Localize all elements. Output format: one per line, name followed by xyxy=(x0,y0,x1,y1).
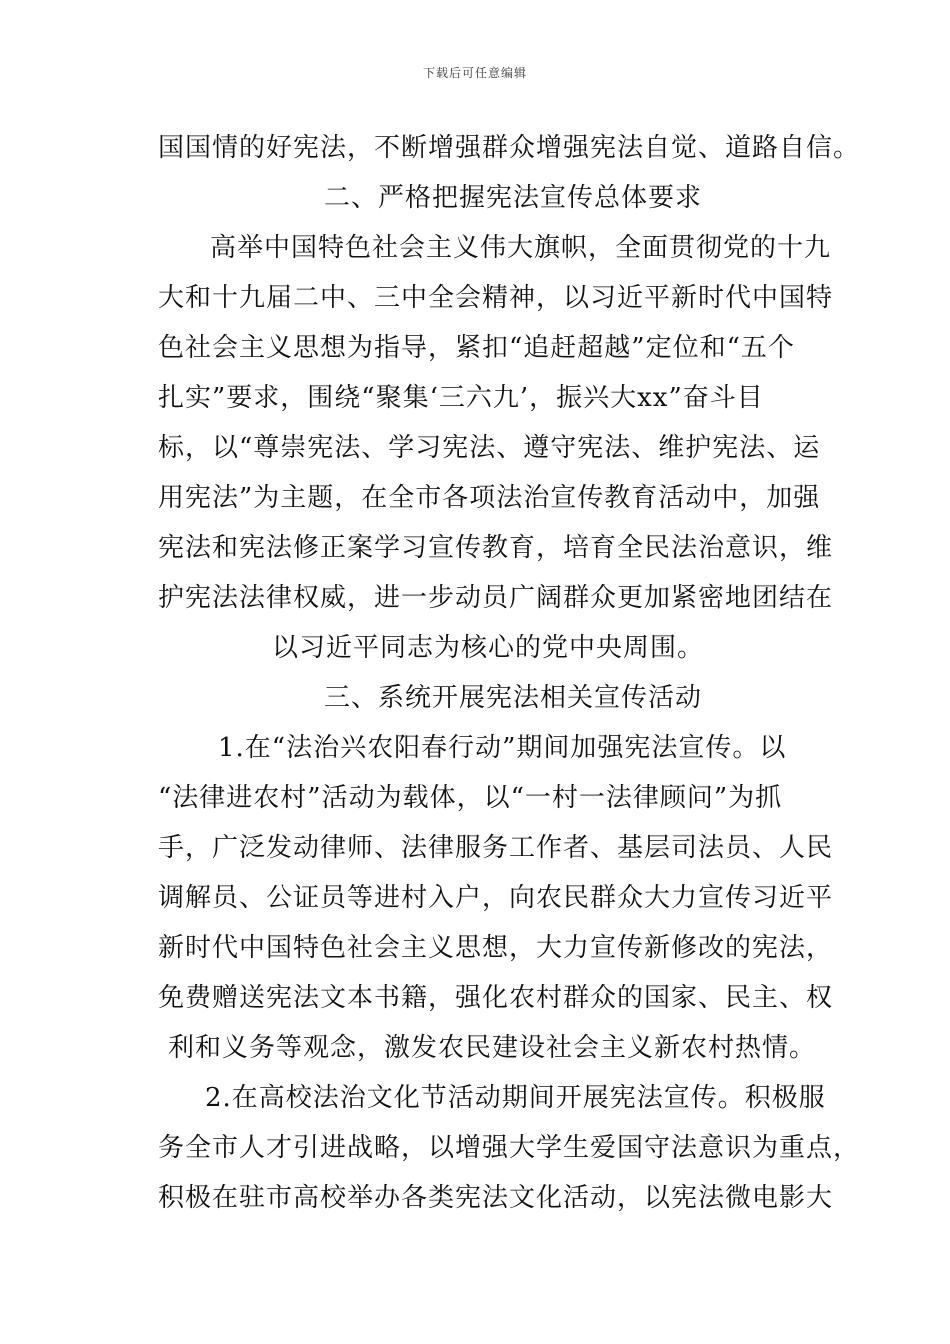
body-line: 积极在驻市高校举办各类宪法文化活动，以宪法微电影大 xyxy=(158,1183,834,1213)
body-line: 用宪法”为主题，在全市各项法治宣传教育活动中，加强 xyxy=(158,483,821,513)
body-line: 以习近平同志为核心的党中央周围。 xyxy=(272,633,705,663)
body-line: 务全市人才引进战略，以增强大学生爱国守法意识为重点， xyxy=(158,1133,861,1163)
body-line: 护宪法法律权威，进一步动员广阔群众更加紧密地团结在 xyxy=(158,583,834,613)
body-line: 新时代中国特色社会主义思想，大力宣传新修改的宪法， xyxy=(158,933,834,963)
body-line: 1.在“法治兴农阳春行动”期间加强宪法宣传。以 xyxy=(218,733,787,763)
body-line: 手，广泛发动律师、法律服务工作者、基层司法员、人民 xyxy=(158,833,834,863)
body-line: “法律进农村”活动为载体，以“一村一法律顾问”为抓 xyxy=(158,783,783,813)
body-line: 标，以“尊崇宪法、学习宪法、遵守宪法、维护宪法、运 xyxy=(158,433,821,463)
body-line: 宪法和宪法修正案学习宣传教育，培育全民法治意识，维 xyxy=(158,533,834,563)
body-line: 免费赠送宪法文本书籍，强化农村群众的国家、民主、权 xyxy=(158,983,834,1013)
section-heading-2: 二、严格把握宪法宣传总体要求 xyxy=(324,183,703,213)
body-line: 国国情的好宪法，不断增强群众增强宪法自觉、道路自信。 xyxy=(158,133,861,163)
body-line: 调解员、公证员等进村入户，向农民群众大力宣传习近平 xyxy=(158,883,834,913)
section-heading-3: 三、系统开展宪法相关宣传活动 xyxy=(324,683,703,713)
body-line: 2.在高校法治文化节活动期间开展宪法宣传。积极服 xyxy=(205,1083,826,1113)
body-line: 高举中国特色社会主义伟大旗帜，全面贯彻党的十九 xyxy=(210,233,832,263)
page-header: 下载后可任意编辑 xyxy=(422,66,527,80)
body-line: 利和义务等观念，激发农民建设社会主义新农村热情。 xyxy=(168,1033,817,1063)
body-line: 色社会主义思想为指导，紧扣“追赶超越”定位和“五个 xyxy=(158,333,795,363)
body-line: 大和十九届二中、三中全会精神，以习近平新时代中国特 xyxy=(158,283,834,313)
body-line: 扎实”要求，围绕“聚集‘三六九’，振兴大xx”奋斗目 xyxy=(158,383,764,413)
